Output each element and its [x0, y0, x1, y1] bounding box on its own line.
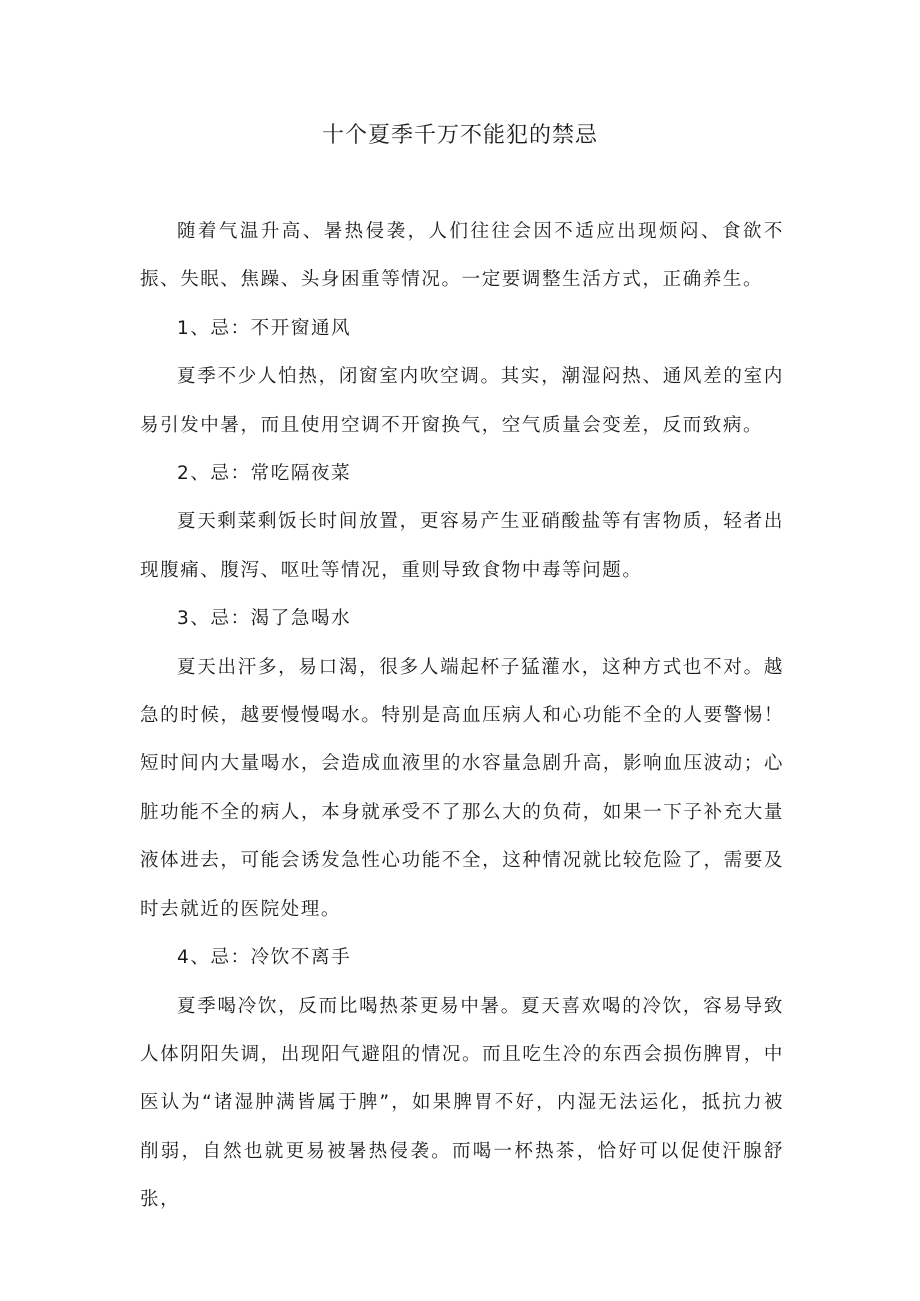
section-paragraph-1: 夏季不少人怕热，闭窗室内吹空调。其实，潮湿闷热、通风差的室内易引发中暑，而且使用空调不开窗换气，空气质量会变差，反而致病。: [140, 366, 784, 436]
section-paragraph-4: 夏季喝冷饮，反而比喝热茶更易中暑。夏天喜欢喝的冷饮，容易导致人体阴阳失调，出现阳气避阻的情况。而且吃生冷的东西会损伤脾胃，中医认为“诸湿肿满皆属于脾”，如果脾胃不好，内湿无法运化，抵抗力被削弱，自然也就更易被暑热侵袭。而喝一杯热茶，恰好可以促使汗腺舒张，: [140, 995, 784, 1211]
document-title: 十个夏季千万不能犯的禁忌: [321, 123, 598, 148]
intro-paragraph: 随着气温升高、暑热侵袭，人们往往会因不适应出现烦闷、食欲不振、失眠、焦躁、头身困重等情况。一定要调整生活方式，正确养生。: [140, 221, 784, 291]
section-heading-4: 4、忌：冷饮不离手: [177, 947, 352, 969]
document-body: [140, 208, 784, 1225]
section-heading-3: 3、忌：渴了急喝水: [177, 608, 352, 630]
section-paragraph-3: 夏天出汗多，易口渴，很多人端起杯子猛灌水，这种方式也不对。越急的时候，越要慢慢喝水。特别是高血压病人和心功能不全的人要警惕！短时间内大量喝水，会造成血液里的水容量急剧升高，影响血压波动；心脏功能不全的病人，本身就承受不了那么大的负荷，如果一下子补充大量液体进去，可能会诱发急性心功能不全，这种情况就比较危险了，需要及时去就近的医院处理。: [140, 656, 784, 920]
section-heading-2: 2、忌：常吃隔夜菜: [177, 463, 352, 485]
section-heading-1: 1、忌：不开窗通风: [177, 317, 352, 339]
section-paragraph-2: 夏天剩菜剩饭长时间放置，更容易产生亚硝酸盐等有害物质，轻者出现腹痛、腹泻、呕吐等情况，重则导致食物中毒等问题。: [140, 511, 784, 581]
